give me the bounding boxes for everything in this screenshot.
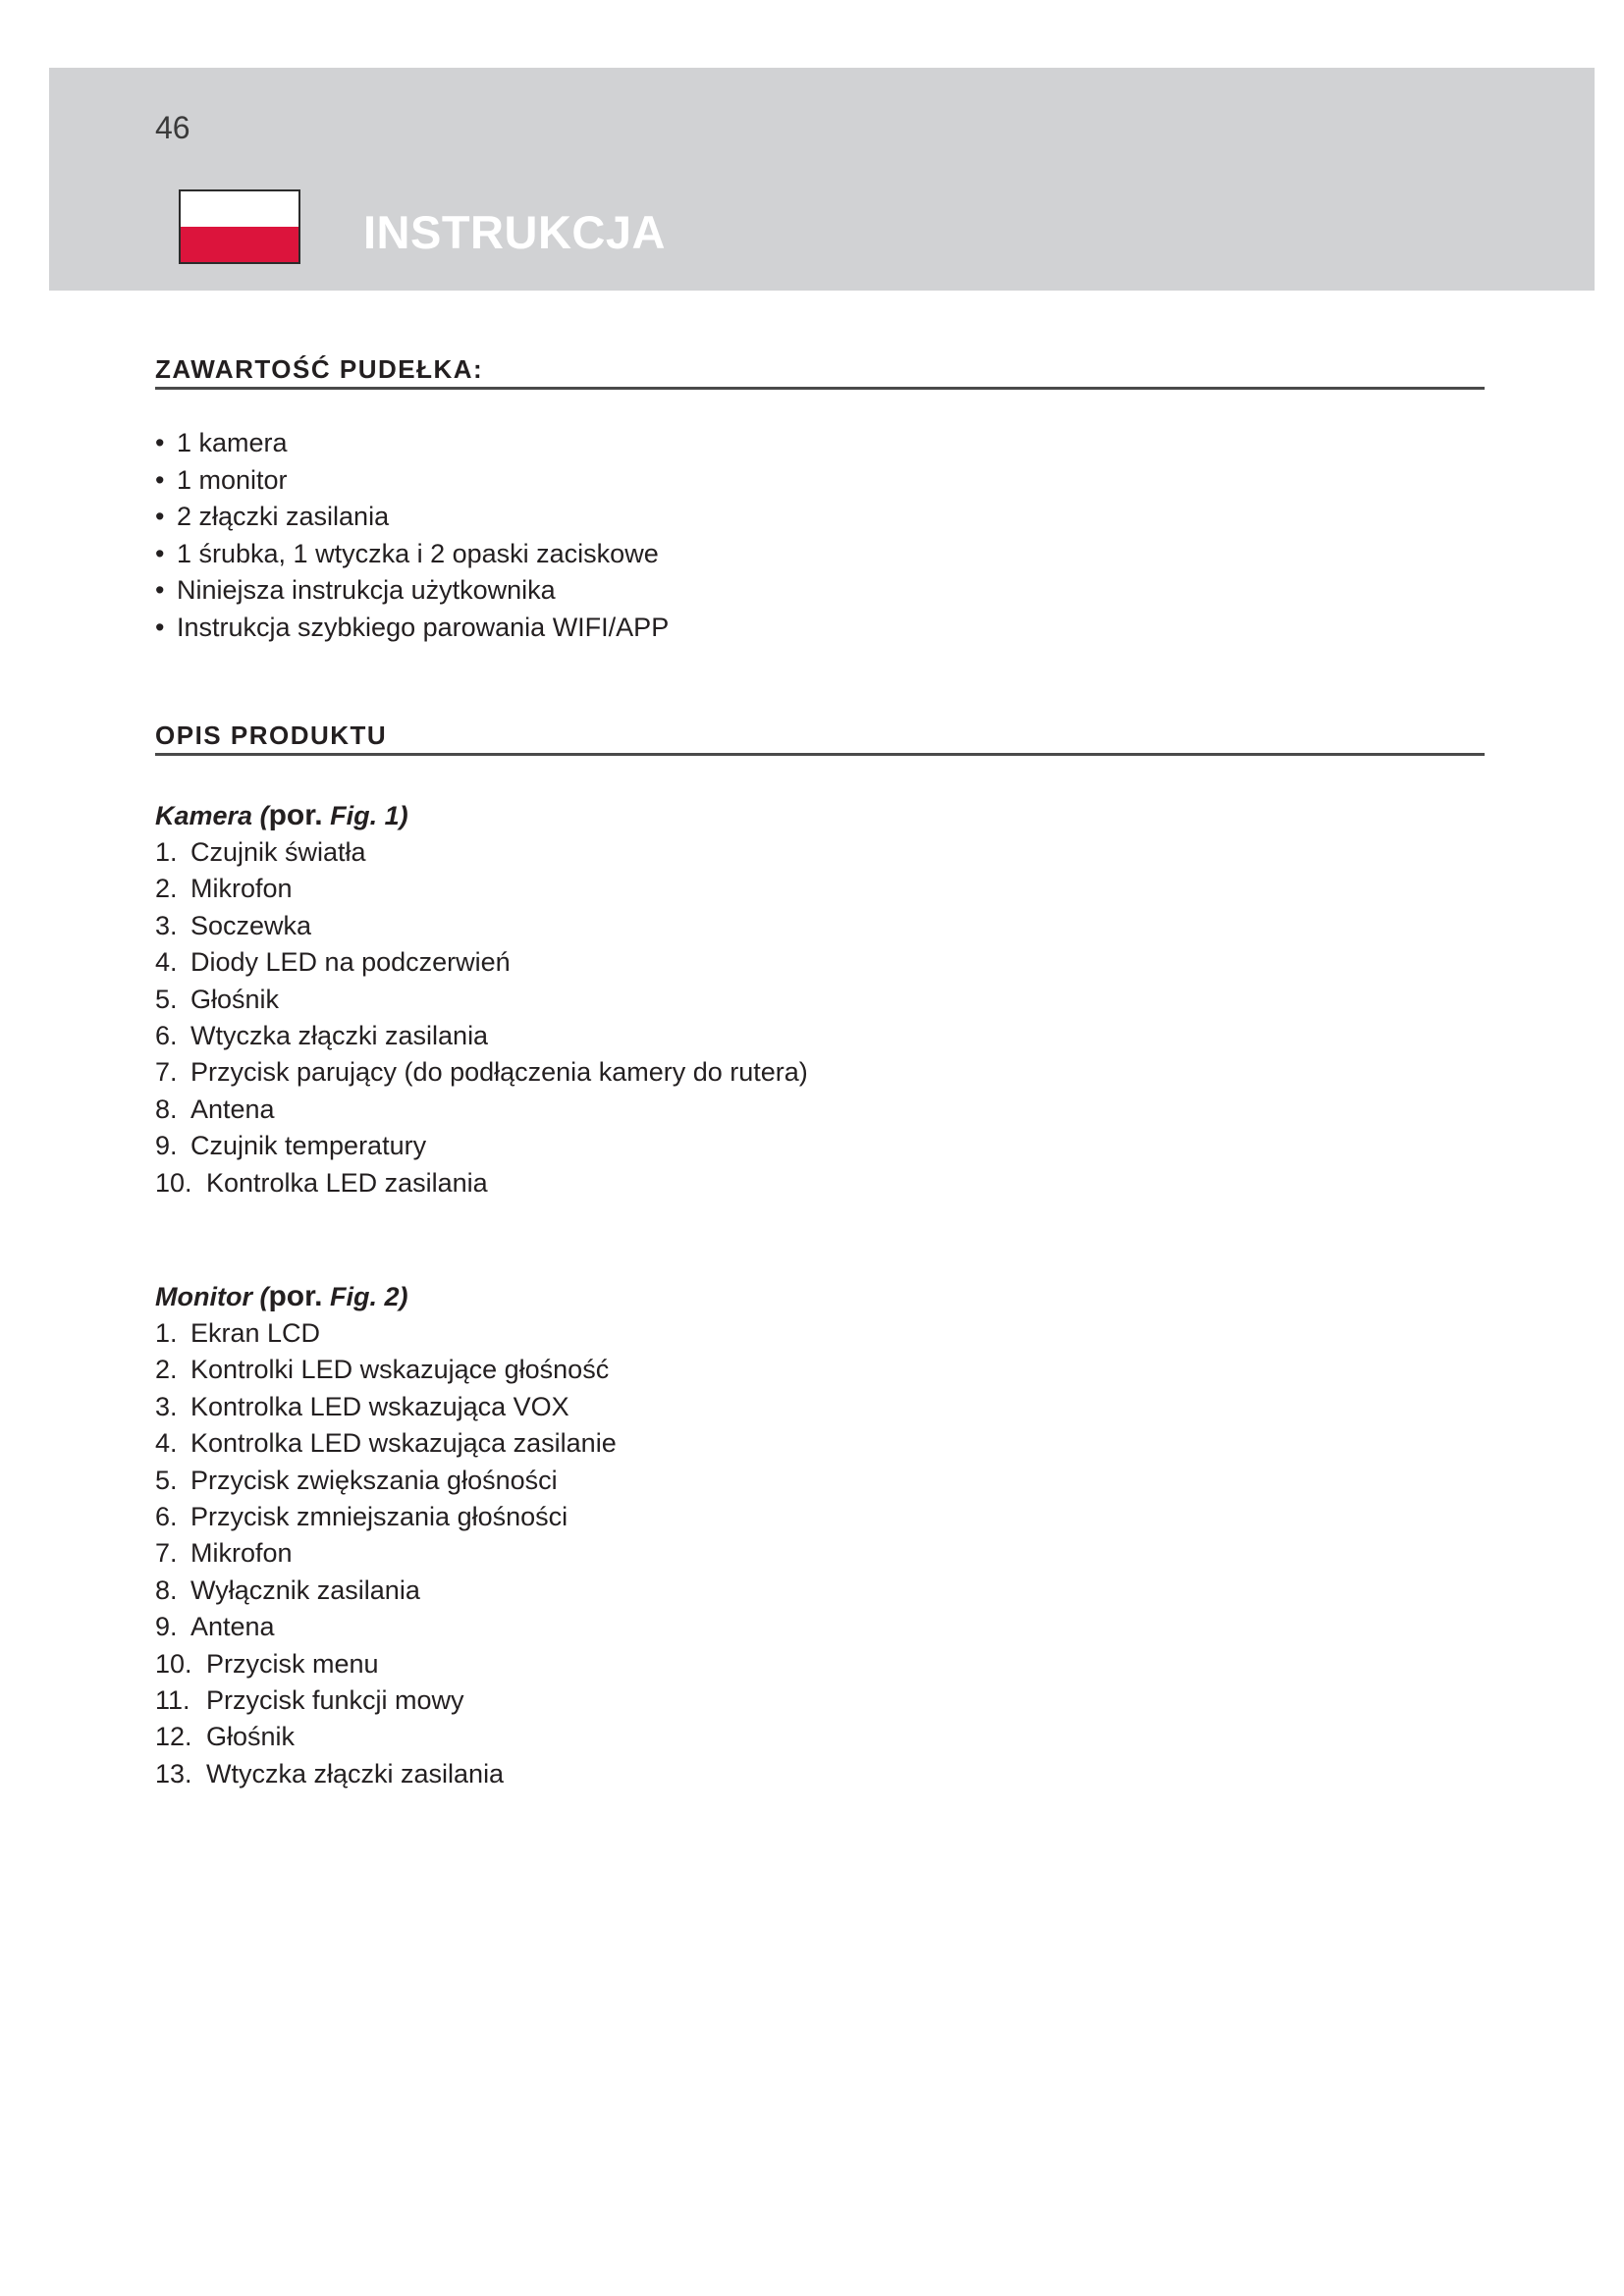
item-number: 7. (155, 1057, 178, 1088)
item-text: Przycisk zwiększania głośności (190, 1465, 558, 1495)
monitor-parts-list (155, 1315, 617, 1792)
list-item: • 2 złączki zasilania (155, 499, 669, 536)
item-text: Kontrolka LED wskazująca zasilanie (190, 1428, 617, 1459)
list-item (155, 1425, 617, 1462)
item-number: 7. (155, 1538, 178, 1569)
item-text: Soczewka (190, 910, 312, 940)
monitor-subheading (155, 1279, 407, 1314)
list-item (155, 1165, 808, 1201)
monitor-label: Monitor ( (155, 1282, 269, 1311)
list-item (155, 1128, 808, 1164)
list-item (155, 1682, 617, 1719)
item-number: 10. (155, 1648, 192, 1679)
item-text: Mikrofon (190, 1538, 293, 1569)
page-number: 46 (155, 110, 190, 145)
list-item (155, 1315, 617, 1352)
camera-parts-list (155, 834, 808, 1201)
list-item: • Instrukcja szybkiego parowania WIFI/APP (155, 610, 669, 647)
monitor-fig: Fig. 2) (322, 1282, 408, 1311)
item-number: 8. (155, 1094, 178, 1124)
item-number: 3. (155, 910, 178, 940)
camera-subheading (155, 798, 408, 833)
item-text: Antena (190, 1612, 275, 1642)
item-text: Kontrolka LED wskazująca VOX (190, 1391, 569, 1421)
item-number: 5. (155, 1465, 178, 1495)
list-item: • 1 monitor (155, 462, 669, 500)
item-number: 13. (155, 1758, 192, 1789)
list-item (155, 1092, 808, 1128)
list-item (155, 1352, 617, 1388)
list-item (155, 871, 808, 907)
item-text: Antena (190, 1094, 275, 1124)
list-item (155, 1463, 617, 1499)
item-number: 11. (155, 1685, 190, 1716)
list-item (155, 1719, 617, 1755)
list-item (155, 908, 808, 944)
item-number: 8. (155, 1575, 178, 1605)
box-contents-list (155, 425, 669, 647)
poland-flag-icon (179, 189, 300, 264)
item-text: Głośnik (206, 1722, 296, 1752)
item-text: Przycisk zmniejszania głośności (190, 1502, 568, 1532)
item-number: 12. (155, 1722, 192, 1752)
item-text: Przycisk parujący (do podłączenia kamery do rutera) (190, 1057, 808, 1088)
list-item (155, 834, 808, 871)
header-band (49, 68, 1595, 291)
item-text: Diody LED na podczerwień (190, 947, 511, 978)
list-item: • Niniejsza instrukcja użytkownika (155, 572, 669, 610)
item-text: Czujnik temperatury (190, 1131, 427, 1161)
camera-fig: Fig. 1) (322, 801, 408, 830)
box-contents-heading: ZAWARTOŚĆ PUDEŁKA: (155, 355, 1485, 390)
item-number: 9. (155, 1612, 178, 1642)
item-text: Mikrofon (190, 874, 293, 904)
list-item (155, 1054, 808, 1091)
list-item (155, 982, 808, 1018)
item-number: 4. (155, 1428, 178, 1459)
item-number: 9. (155, 1131, 178, 1161)
item-number: 6. (155, 1021, 178, 1051)
item-number: 6. (155, 1502, 178, 1532)
list-item (155, 1389, 617, 1425)
item-text: Głośnik (190, 984, 280, 1014)
item-text: Wyłącznik zasilania (190, 1575, 420, 1605)
item-number: 10. (155, 1167, 192, 1198)
item-text: Kontrolki LED wskazujące głośność (190, 1355, 610, 1385)
item-text: Przycisk menu (206, 1648, 379, 1679)
list-item (155, 944, 808, 981)
item-number: 3. (155, 1391, 178, 1421)
camera-por: por. (268, 799, 323, 831)
item-number: 2. (155, 1355, 178, 1385)
item-text: Kontrolka LED zasilania (206, 1167, 488, 1198)
list-item (155, 1573, 617, 1609)
list-item (155, 1535, 617, 1572)
list-item (155, 1646, 617, 1682)
item-number: 1. (155, 837, 178, 867)
list-item (155, 1499, 617, 1535)
item-number: 1. (155, 1318, 178, 1348)
list-item (155, 1609, 617, 1645)
monitor-por: por. (268, 1280, 323, 1312)
list-item: • 1 kamera (155, 425, 669, 462)
product-description-heading: OPIS PRODUKTU (155, 721, 1485, 756)
page-title: INSTRUKCJA (363, 206, 666, 258)
list-item (155, 1756, 617, 1792)
item-text: Czujnik światła (190, 837, 366, 867)
item-text: Wtyczka złączki zasilania (190, 1021, 489, 1051)
list-item: • 1 śrubka, 1 wtyczka i 2 opaski zaciskowe (155, 536, 669, 573)
item-number: 5. (155, 984, 178, 1014)
item-text: Wtyczka złączki zasilania (206, 1758, 505, 1789)
item-text: Przycisk funkcji mowy (206, 1685, 464, 1716)
item-number: 2. (155, 874, 178, 904)
item-text: Ekran LCD (190, 1318, 321, 1348)
list-item (155, 1018, 808, 1054)
item-number: 4. (155, 947, 178, 978)
camera-label: Kamera ( (155, 801, 269, 830)
